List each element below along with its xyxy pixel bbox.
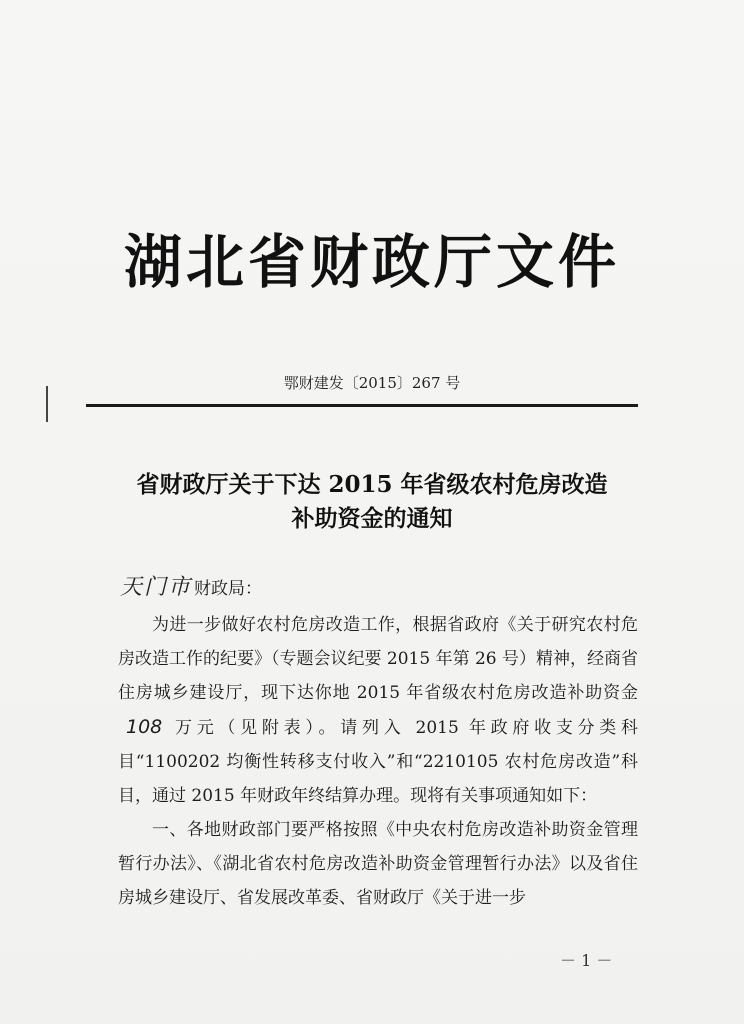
notice-title — [60, 468, 684, 536]
recipient-handwritten: 天门市 — [120, 575, 193, 600]
body-text — [118, 608, 638, 915]
recipient-suffix: 财政局： — [194, 579, 263, 599]
paragraph-2: 一、各地财政部门要严格按照《中央农村危房改造补助资金管理暂行办法》、《湖北省农村危房改造补助资金管理暂行办法》以及省住房城乡建设厅、省发展改革委、省财政厅《关于进一步 — [118, 820, 638, 908]
paragraph-1-part1: 为进一步做好农村危房改造工作，根据省政府《关于研究农村危房改造工作的纪要》（专题会议纪要 2015 年第 26 号）精神，经商省住房城乡建设厅，现下达你地 2015 年省级农村危房改造补助资金 — [118, 615, 639, 703]
notice-title-line1: 省财政厅关于下达 2015 年省级农村危房改造 — [136, 471, 608, 498]
notice-title-line2: 补助资金的通知 — [291, 505, 453, 532]
page-number: － 1 － — [560, 951, 613, 970]
header-rule — [86, 404, 638, 407]
header-title: 湖北省财政厅文件 — [123, 228, 620, 296]
paragraph-1 — [118, 608, 638, 813]
margin-mark — [46, 386, 48, 422]
paragraph-1-part2: 万元（见附表）。请列入 2015 年政府收支分类科目“1100202 均衡性转移支付收入”和“2210105 农村危房改造”科目，通过 2015 年财政年终结算办理。现将有关事项通知如下： — [118, 718, 638, 806]
recipient — [120, 570, 262, 601]
document-number: 鄂财建发〔2015〕267 号 — [283, 374, 461, 392]
amount-handwritten: 108 — [126, 716, 163, 738]
